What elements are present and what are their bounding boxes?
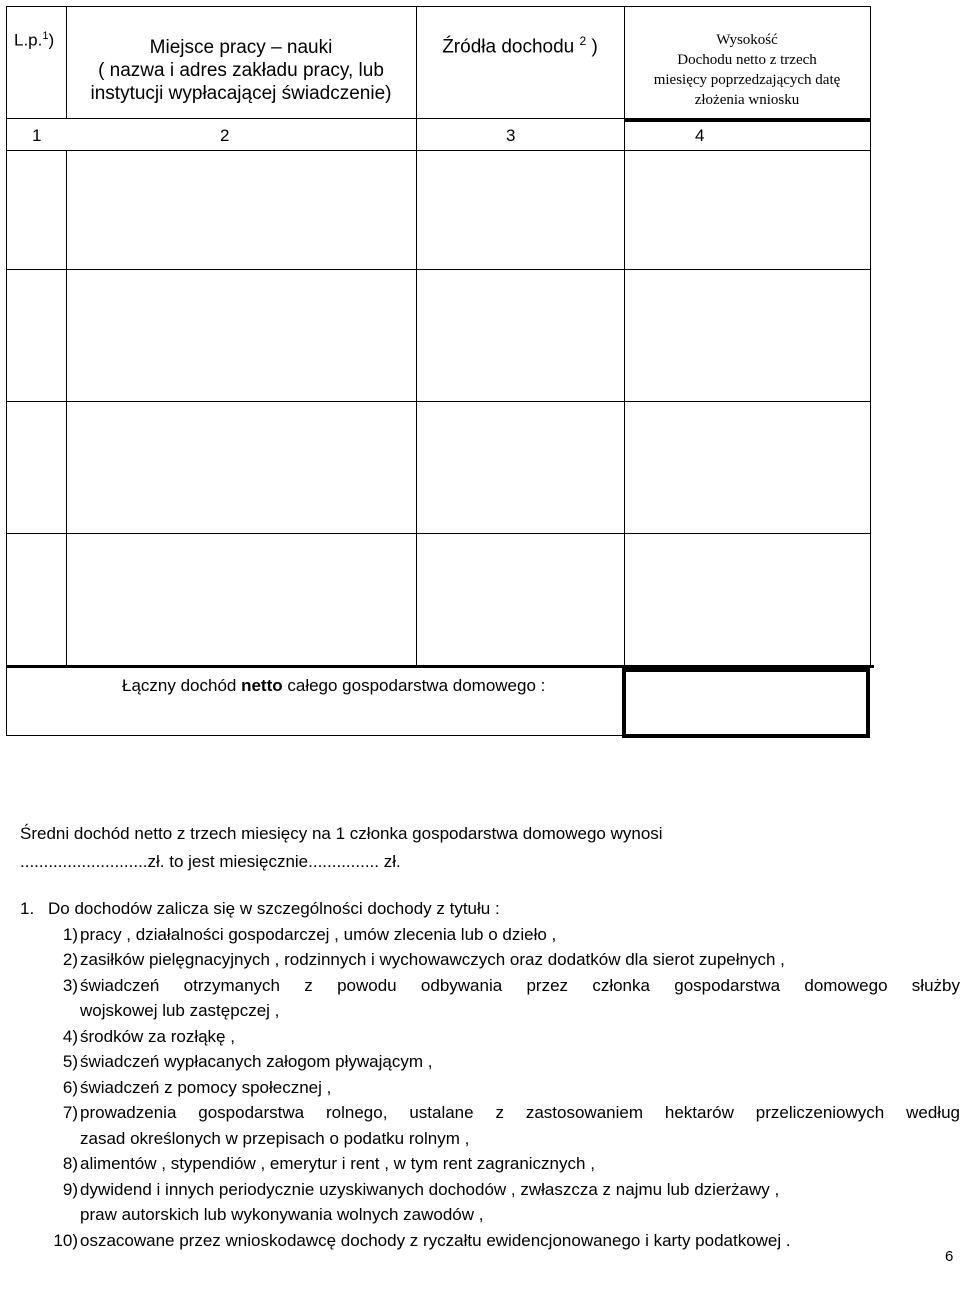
average-income-line: ...........................zł. to jest miesięcznie............... zł. bbox=[20, 852, 401, 871]
header-amount-line: Wysokość bbox=[716, 32, 778, 48]
average-income-line: Średni dochód netto z trzech miesięcy na 1 członka gospodarstwa domowego wynosi bbox=[20, 824, 663, 843]
table-border-left bbox=[6, 6, 7, 736]
table-border-top bbox=[6, 6, 870, 7]
header-income-amount bbox=[624, 30, 870, 110]
header-workplace bbox=[66, 36, 416, 105]
table-border-bottom bbox=[6, 735, 622, 736]
row-line-2 bbox=[6, 401, 870, 402]
header-workplace-line: ( nazwa i adres zakładu pracy, lub bbox=[98, 60, 384, 81]
total-income-label: Łączny dochód netto całego gospodarstwa domowego : bbox=[122, 676, 546, 695]
header-income-source: Źródła dochodu $^2$ ) bbox=[442, 34, 598, 58]
notes-list bbox=[20, 922, 960, 1254]
list-item: 9) dywidend i innych periodycznie uzyskiwanych dochodów , zwłaszcza z najmu lub dzierżawy , praw autorskich lub wykonywania wolnych zawodów , bbox=[62, 1179, 780, 1224]
column-number: 4 bbox=[695, 126, 705, 145]
list-item: 4) środków za rozłąkę , bbox=[62, 1026, 235, 1046]
header-workplace-line: instytucji wypłacającej świadczenie) bbox=[90, 83, 392, 104]
table-border-right bbox=[870, 6, 871, 668]
list-item: 6) świadczeń z pomocy społecznej , bbox=[62, 1077, 332, 1097]
list-item: 2) zasiłków pielęgnacyjnych , rodzinnych i wychowawczych oraz dodatków dla sierot zupełnych , bbox=[62, 950, 785, 969]
header-amount-line: miesięcy poprzedzających datę bbox=[653, 72, 841, 88]
column-number: 3 bbox=[506, 126, 516, 145]
header-workplace-line: Miejsce pracy – nauki bbox=[149, 37, 333, 58]
header-lp: L.p.$^1$) bbox=[14, 30, 55, 50]
list-item: 1) pracy , działalności gospodarczej , umów zlecenia lub o dzieło , bbox=[62, 924, 557, 944]
list-item: 8) alimentów , stypendiów , emerytur i rent , w tym rent zagranicznych , bbox=[62, 1154, 595, 1173]
income-notes bbox=[20, 896, 960, 1253]
col-sep-1 bbox=[66, 150, 67, 666]
list-item: 7) prowadzenia gospodarstwa rolnego, ustalane z zastosowaniem hektarów przeliczeniowych według zasad określonych w przepisach o podatku rolnym , bbox=[62, 1103, 960, 1148]
header-amount-line: złożenia wniosku bbox=[694, 92, 800, 108]
row-line-3 bbox=[6, 533, 870, 534]
header-amount-line: Dochodu netto z trzech bbox=[677, 52, 817, 68]
row-line-1 bbox=[6, 269, 870, 270]
col-sep-2 bbox=[416, 6, 417, 666]
list-item: 3) świadczeń otrzymanych z powodu odbywania przez członka gospodarstwa domowego służby wojskowej lub zastępczej , bbox=[62, 975, 960, 1020]
page-number: 6 bbox=[945, 1248, 954, 1265]
column-number: 1 bbox=[32, 126, 42, 145]
list-item: 10) oszacowane przez wnioskodawcę dochody z ryczałtu ewidencjonowanego i karty podatkowej . bbox=[53, 1230, 791, 1250]
header-divider-thick bbox=[624, 119, 870, 122]
notes-intro: 1. Do dochodów zalicza się w szczególności dochody z tytułu : bbox=[20, 899, 500, 918]
row-line-numbers bbox=[6, 150, 870, 151]
list-item: 5) świadczeń wypłacanych załogom pływającym , bbox=[62, 1052, 433, 1071]
column-number: 2 bbox=[220, 126, 230, 145]
total-income-field[interactable] bbox=[622, 668, 870, 738]
average-income bbox=[20, 820, 663, 876]
